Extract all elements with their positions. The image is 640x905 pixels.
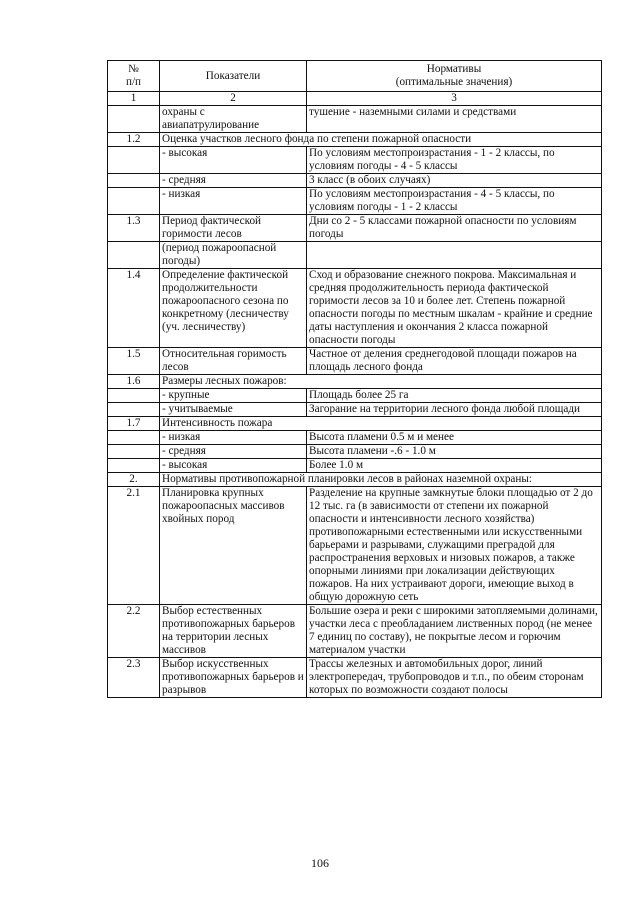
indicator-cell: (период пожароопасной погоды) [160, 242, 307, 269]
row-number: 2.3 [108, 658, 160, 698]
row-number [108, 106, 160, 133]
norm-cell: По условиям местопроизрастания - 4 - 5 классы, по условиям погоды - 1 - 2 классы [307, 188, 602, 215]
indicator-cell: Относительная горимость лесов [160, 348, 307, 375]
table-row [108, 658, 602, 698]
table-row [108, 605, 602, 658]
table-row [108, 242, 602, 269]
row-number [108, 188, 160, 215]
row-number: 1.4 [108, 269, 160, 348]
indicator-cell: Период фактической горимости лесов [160, 215, 307, 242]
row-number: 1.6 [108, 375, 160, 389]
norm-cell: Большие озера и реки с широкими затопляемыми долинами, участки леса с преобладанием лиственных пород (не менее 7 единиц по составу), не покрытые лесом и горючим материалом участки [307, 605, 602, 658]
norm-cell: тушение - наземными силами и средствами [307, 106, 602, 133]
row-number: 1.7 [108, 417, 160, 431]
indicator-cell: охраны с авиапатрулирование [160, 106, 307, 133]
norm-cell [307, 242, 602, 269]
table-row [108, 215, 602, 242]
table-row [108, 417, 602, 431]
row-number: 2.2 [108, 605, 160, 658]
table-row [108, 269, 602, 348]
row-number [108, 174, 160, 188]
table-row [108, 403, 602, 417]
norm-cell: Сход и образование снежного покрова. Максимальная и средняя продолжительность периода фактической горимости лесов за 10 и более лет. Степень пожарной опасности погоды по местным шкалам - крайние и средние даты наступления и окончания 2 класса пожарной опасности погоды [307, 269, 602, 348]
row-number: 1.2 [108, 133, 160, 147]
norm-cell: Дни со 2 - 5 классами пожарной опасности по условиям погоды [307, 215, 602, 242]
indicator-cell: Планировка крупных пожароопасных массивов хвойных пород [160, 487, 307, 605]
table-row [108, 348, 602, 375]
table-row [108, 431, 602, 445]
column-index: 3 [307, 92, 602, 106]
table-row [108, 133, 602, 147]
table-row [108, 188, 602, 215]
indicator-cell: - средняя [160, 174, 307, 188]
norm-cell: Высота пламени 0.5 м и менее [307, 431, 602, 445]
indicator-cell: Выбор естественных противопожарных барьеров на территории лесных массивов [160, 605, 307, 658]
indicator-cell: Выбор искусственных противопожарных барьеров и разрывов [160, 658, 307, 698]
indicator-cell: Определение фактической продолжительности пожароопасного сезона по конкретному (лесничеству (уч. лесничеству) [160, 269, 307, 348]
norm-cell: Высота пламени -.6 - 1.0 м [307, 445, 602, 459]
table-row [108, 106, 602, 133]
norm-cell: Площадь более 25 га [307, 389, 602, 403]
section-heading: Интенсивность пожара [160, 417, 602, 431]
table-row [108, 389, 602, 403]
row-number: 1.3 [108, 215, 160, 242]
table-row [108, 487, 602, 605]
section-heading: Оценка участков лесного фонда по степени пожарной опасности [160, 133, 602, 147]
indicator-cell: - учитываемые [160, 403, 307, 417]
section-heading: Размеры лесных пожаров: [160, 375, 602, 389]
norm-cell: Загорание на территории лесного фонда любой площади [307, 403, 602, 417]
norm-cell: Разделение на крупные замкнутые блоки площадью от 2 до 12 тыс. га (в зависимости от степени их пожарной опасности и интенсивности лесного хозяйства) противопожарными естественными или искусственными барьерами и разрывами, служащими преградой для распространения верховых и низовых пожаров, а также опорными линиями при локализации действующих пожаров. На них устраивают дороги, имеющие выход в общую дорожную сеть [307, 487, 602, 605]
row-number: 2.1 [108, 487, 160, 605]
row-number [108, 445, 160, 459]
indicator-cell: - низкая [160, 431, 307, 445]
norm-cell: 3 класс (в обоих случаях) [307, 174, 602, 188]
indicator-cell: - средняя [160, 445, 307, 459]
column-index: 2 [160, 92, 307, 106]
column-index-row [108, 92, 602, 106]
indicator-cell: - высокая [160, 147, 307, 174]
header-num: № п/п [108, 61, 160, 92]
indicator-cell: - низкая [160, 188, 307, 215]
row-number [108, 147, 160, 174]
norm-cell: Более 1.0 м [307, 459, 602, 473]
row-number [108, 242, 160, 269]
row-number [108, 431, 160, 445]
header-norm: Нормативы (оптимальные значения) [307, 61, 602, 92]
indicator-cell: - крупные [160, 389, 307, 403]
norms-table [107, 60, 602, 698]
norm-cell: По условиям местопроизрастания - 1 - 2 классы, по условиям погоды - 4 - 5 классы [307, 147, 602, 174]
section-heading: Нормативы противопожарной планировки лесов в районах наземной охраны: [160, 473, 602, 487]
table-row [108, 147, 602, 174]
row-number [108, 403, 160, 417]
table-row [108, 473, 602, 487]
row-number [108, 459, 160, 473]
row-number: 1.5 [108, 348, 160, 375]
table-header-row [108, 61, 602, 92]
table-row [108, 174, 602, 188]
table-body [108, 106, 602, 698]
table-row [108, 445, 602, 459]
indicator-cell: - высокая [160, 459, 307, 473]
header-indicator: Показатели [160, 61, 307, 92]
table-row [108, 459, 602, 473]
column-index: 1 [108, 92, 160, 106]
row-number [108, 389, 160, 403]
row-number: 2. [108, 473, 160, 487]
norm-cell: Частное от деления среднегодовой площади пожаров на площадь лесного фонда [307, 348, 602, 375]
page-number: 106 [311, 856, 329, 870]
norm-cell: Трассы железных и автомобильных дорог, линий электропередач, трубопроводов и т.п., по обеим сторонам которых по возможности создают полосы [307, 658, 602, 698]
table-row [108, 375, 602, 389]
